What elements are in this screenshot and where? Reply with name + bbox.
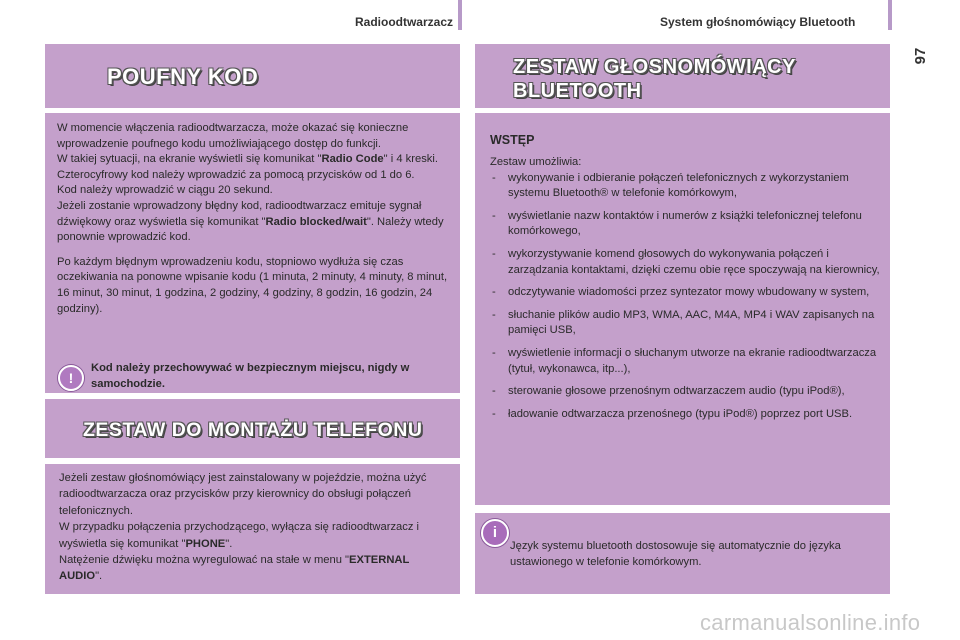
header-divider-left: [458, 0, 462, 30]
montaz-para-1: Jeżeli zestaw głośnomówiący jest zainstalowany w pojeździe, można użyć radioodtwarzacza oraz przycisków przy kierownicy do obsługi połączeń telefonicznych.: [59, 472, 427, 517]
bluetooth-text: [490, 155, 885, 429]
poufny-para-3: Czterocyfrowy kod należy wprowadzić za pomocą przycisków od 1 do 6.: [57, 168, 415, 181]
bluetooth-content-panel: [475, 113, 890, 505]
montaz-title: ZESTAW DO MONTAŻU TELEFONU: [83, 419, 423, 441]
bluetooth-title-line2: BLUETOOTH: [513, 80, 642, 102]
montaz-title-bar: [45, 399, 460, 458]
list-item: - sterowanie głosowe przenośnym odtwarzaczem audio (typu iPod®),: [490, 384, 885, 400]
poufny-title-bar: [45, 44, 460, 108]
bluetooth-title-line1: ZESTAW GŁOSNOMÓWIĄCY: [513, 56, 796, 78]
info-icon: i: [481, 519, 509, 547]
bluetooth-subhead: WSTĘP: [490, 133, 535, 147]
montaz-para-3: Natężenie dźwięku można wyregulować na stałe w menu "EXTERNAL AUDIO".: [59, 554, 410, 583]
poufny-warning: Kod należy przechowywać w bezpiecznym miejscu, nigdy w samochodzie.: [91, 362, 410, 390]
bluetooth-intro: Zestaw umożliwia:: [490, 156, 582, 168]
list-item: - wykorzystywanie komend głosowych do wykonywania połączeń i zarządzania kontaktami, dzięki czemu obie ręce spoczywają na kierownicy,: [490, 247, 885, 278]
poufny-content-panel: [45, 113, 460, 393]
page-number: 97: [912, 47, 929, 65]
montaz-text: [59, 470, 444, 585]
header-divider-right: [888, 0, 892, 30]
poufny-para-1: W momencie włączenia radioodtwarzacza, może okazać się konieczne wprowadzenie poufnego kodu umożliwiającego dostęp do funkcji.: [57, 122, 409, 150]
poufny-para-2: W takiej sytuacji, na ekranie wyświetli się komunikat "Radio Code" i 4 kreski.: [57, 153, 438, 166]
header-section-right: System głośnomówiący Bluetooth: [660, 15, 856, 29]
poufny-para-5: Jeżeli zostanie wprowadzony błędny kod, radioodtwarzacz emituje sygnał dźwiękowy oraz wyświetla się komunikat "Radio blocked/wait". Należy wtedy ponownie wprowadzić kod.: [57, 199, 444, 244]
poufny-text: [57, 121, 452, 317]
list-item: - wyświetlanie nazw kontaktów i numerów z książki telefonicznej telefonu komórkowego,: [490, 209, 885, 240]
list-item: - odczytywanie wiadomości przez syntezator mowy wbudowany w system,: [490, 285, 885, 301]
bluetooth-feature-list: [490, 171, 885, 423]
list-item: - słuchanie plików audio MP3, WMA, AAC, M4A, MP4 i WAV zapisanych na pamięci USB,: [490, 308, 885, 339]
bluetooth-info-text: Język systemu bluetooth dostosowuje się automatycznie do języka ustawionego w telefonie komórkowym.: [510, 540, 841, 568]
bluetooth-info-panel: [475, 513, 890, 594]
montaz-content-panel: [45, 464, 460, 594]
poufny-para-6: Po każdym błędnym wprowadzeniu kodu, stopniowo wydłuża się czas oczekiwania na ponowne wpisanie kodu (1 minuta, 2 minuty, 4 minuty, 8 minut, 16 minut, 30 minut, 1 godzina, 2 godziny, 4 godziny, 8 godzin, 16 godzin, 24 godziny).: [57, 255, 448, 315]
poufny-para-4: Kod należy wprowadzić w ciągu 20 sekund.: [57, 184, 273, 197]
bluetooth-title-bar: [475, 44, 890, 108]
header-section-left: Radioodtwarzacz: [354, 15, 453, 29]
watermark: carmanualsonline.info: [700, 610, 921, 635]
list-item: - wykonywanie i odbieranie połączeń telefonicznych z wykorzystaniem systemu Bluetooth® w telefonie komórkowym,: [490, 171, 885, 202]
list-item: - wyświetlenie informacji o słuchanym utworze na ekranie radioodtwarzacza (tytuł, wykonawca, itp...),: [490, 346, 885, 377]
warning-icon: !: [58, 365, 84, 391]
montaz-para-2: W przypadku połączenia przychodzącego, wyłącza się radioodtwarzacz i wyświetla się komunikat "PHONE".: [59, 521, 420, 550]
poufny-title: POUFNY KOD: [107, 64, 259, 89]
list-item: - ładowanie odtwarzacza przenośnego (typu iPod®) poprzez port USB.: [490, 407, 885, 423]
